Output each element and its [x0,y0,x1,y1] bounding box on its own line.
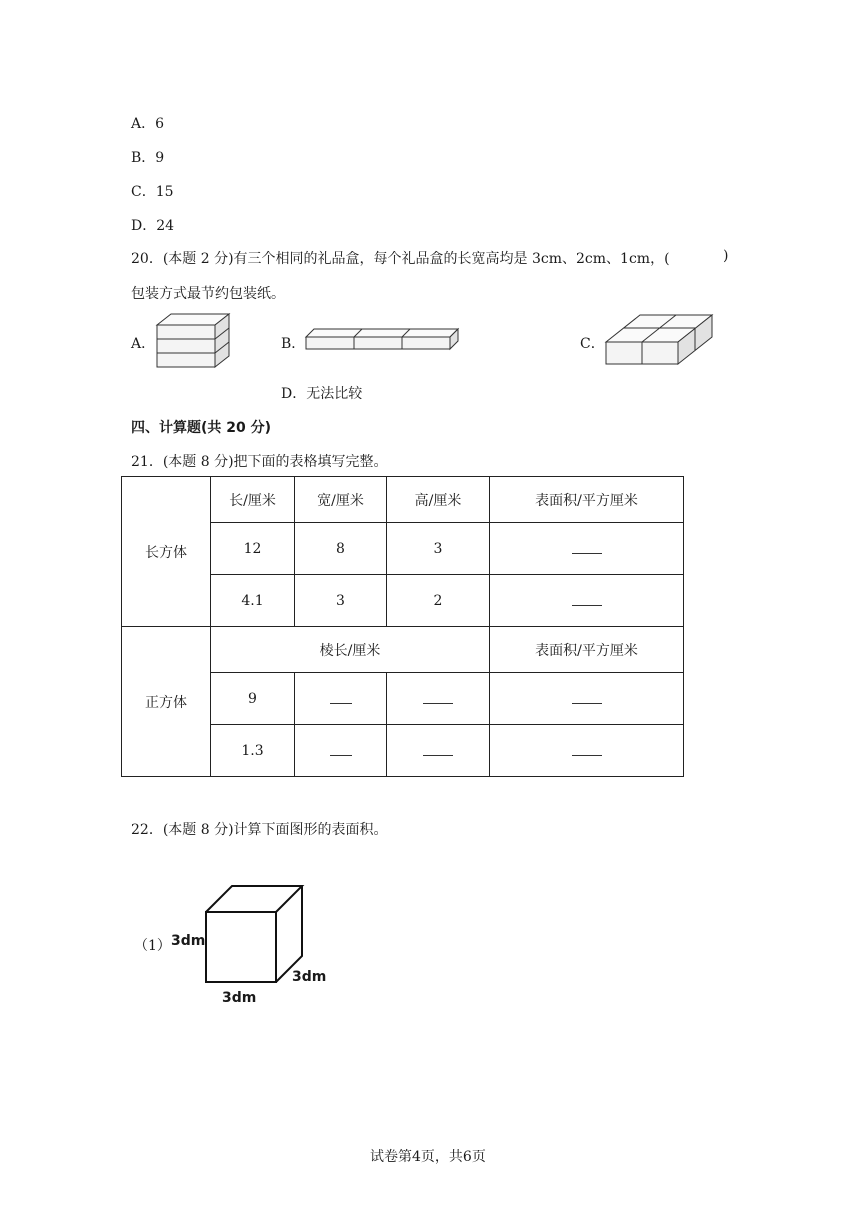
cube-height-label: 3dm [171,933,206,949]
header-edge-length: 棱长/厘米 [211,627,490,673]
surface-area-table [121,476,684,777]
answer-blank-cell[interactable] [387,673,490,725]
section-heading: 四、计算题(共 20 分) [131,420,272,436]
q21-stem: 21．(本题 8 分)把下面的表格填写完整。 [131,454,388,470]
answer-blank-cell[interactable] [295,673,387,725]
staircase-boxes-figure [604,312,720,368]
cuboid-width: 8 [295,523,387,575]
cuboid-length: 12 [211,523,295,575]
cube-edge: 1.3 [211,725,295,777]
cuboid-label: 长方体 [122,477,211,627]
q20-label-b: B． [281,336,306,352]
q20-label-a: A． [131,336,156,352]
answer-blank-cell[interactable] [387,725,490,777]
cube-label: 正方体 [122,627,211,777]
cube-figure [204,884,306,986]
answer-blank[interactable] [330,745,352,756]
answer-blank-cell[interactable] [490,523,684,575]
cube-edge: 9 [211,673,295,725]
q22-stem: 22．(本题 8 分)计算下面图形的表面积。 [131,822,388,838]
q20-stem-line2: 包装方式最节约包装纸。 [131,286,285,302]
row-boxes-figure [304,326,464,354]
answer-blank[interactable] [572,745,602,756]
cube-depth-label: 3dm [292,969,327,985]
answer-blank[interactable] [572,693,602,704]
option-d: D．24 [131,218,175,234]
cuboid-width: 3 [295,575,387,627]
cube-width-label: 3dm [222,990,257,1006]
header-height: 高/厘米 [387,477,490,523]
cuboid-height: 3 [387,523,490,575]
option-b: B．9 [131,150,165,166]
stacked-boxes-figure [155,312,235,370]
answer-blank[interactable] [423,693,453,704]
header-width: 宽/厘米 [295,477,387,523]
q20-option-d: D．无法比较 [281,386,363,402]
answer-blank[interactable] [572,543,602,554]
header-cube-surface-area: 表面积/平方厘米 [490,627,684,673]
option-a: A．6 [131,116,165,132]
q20-stem-line1: 20．(本题 2 分)有三个相同的礼品盒，每个礼品盒的长宽高均是 3cm、2cm、1cm，( [131,251,670,267]
answer-blank-cell[interactable] [295,725,387,777]
q20-label-c: C． [580,336,605,352]
answer-blank-cell[interactable] [490,725,684,777]
cuboid-length: 4.1 [211,575,295,627]
answer-blank[interactable] [423,745,453,756]
q22-part1-label: （1） [134,938,171,954]
header-surface-area: 表面积/平方厘米 [490,477,684,523]
page-footer: 试卷第4页，共6页 [370,1149,486,1165]
answer-blank[interactable] [572,595,602,606]
answer-blank-cell[interactable] [490,673,684,725]
answer-blank-cell[interactable] [490,575,684,627]
answer-blank[interactable] [330,693,352,704]
header-length: 长/厘米 [211,477,295,523]
option-c: C．15 [131,184,174,200]
q20-close-paren: ) [723,248,729,264]
cuboid-height: 2 [387,575,490,627]
